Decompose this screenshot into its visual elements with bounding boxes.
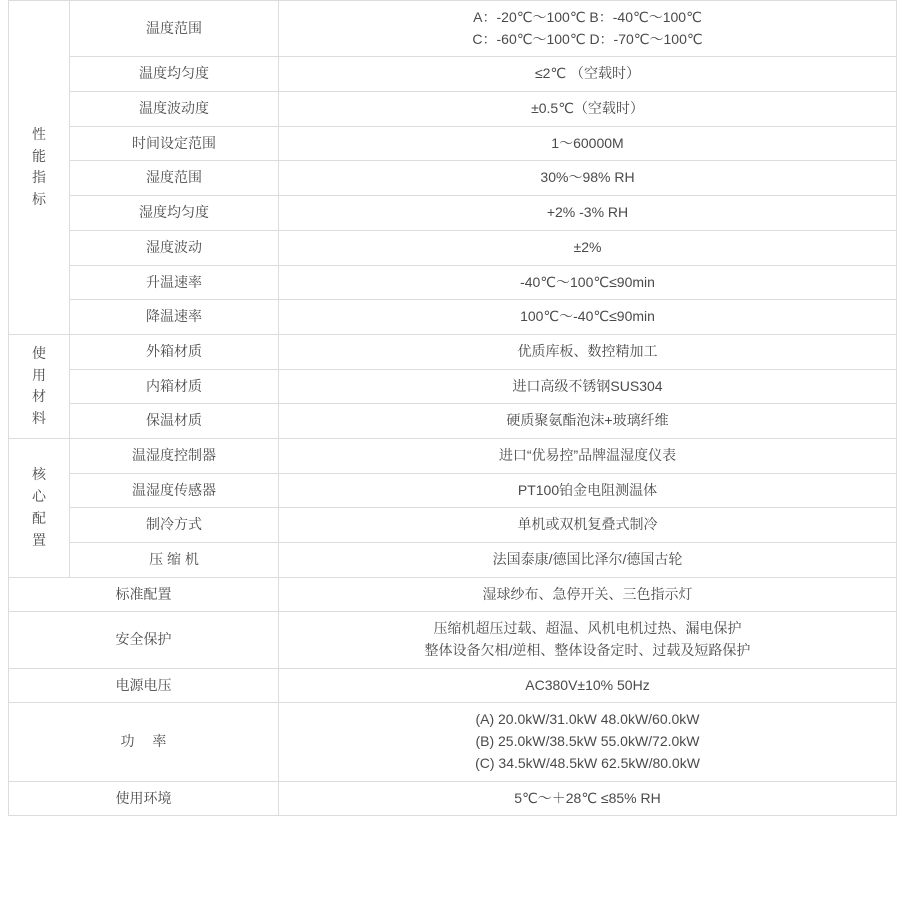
row-value [279,612,897,668]
row-label: 压 缩 机 [70,543,279,578]
value-line: 100℃～-40℃≤90min [520,308,655,325]
table-row [9,577,897,612]
row-label: 电源电压 [9,668,279,703]
value-line: 法国泰康/德国比泽尔/德国古轮 [492,551,683,567]
value-line: 整体设备欠相/逆相、整体设备定时、过载及短路保护 [424,642,751,659]
group-cell-performance [9,1,70,335]
table-row [9,92,897,127]
table-body [9,1,897,816]
value-line: +2% -3% RH [546,204,629,221]
value-line: ≤2℃ （空载时） [534,65,641,82]
row-label: 制冷方式 [70,508,279,543]
row-value [279,543,897,578]
table-row [9,668,897,703]
row-label: 使用环境 [9,781,279,816]
row-value [279,781,897,816]
value-line: ±0.5℃（空载时） [531,100,644,117]
table-row [9,369,897,404]
value-line: (C) 34.5kW/48.5kW 62.5kW/80.0kW [475,754,700,771]
value-line: 优质库板、数控精加工 [517,342,658,359]
table-row [9,543,897,578]
table-row [9,334,897,369]
row-value [279,438,897,473]
row-value [279,668,897,703]
value-line: (B) 25.0kW/38.5kW 55.0kW/72.0kW [475,733,700,750]
value-line: 湿球纱布、急停开关、三色指示灯 [482,585,693,602]
value-line: ±2% [573,238,602,255]
row-value [279,473,897,508]
row-value [279,196,897,231]
value-line: 1～60000M [551,134,624,151]
table-row [9,126,897,161]
row-label: 内箱材质 [70,369,279,404]
row-label: 湿度均匀度 [70,196,279,231]
value-line: 进口高级不锈钢SUS304 [512,377,663,394]
value-line: PT100铂金电阻测温体 [517,481,658,498]
row-label: 功 率 [9,703,279,781]
row-value [279,126,897,161]
row-value [279,265,897,300]
row-value [279,57,897,92]
row-label: 保温材质 [70,404,279,439]
group-label-core: 核心配置 [32,466,46,548]
row-label: 标准配置 [9,577,279,612]
table-row [9,1,897,57]
row-label: 湿度范围 [70,161,279,196]
value-line: 压缩机超压过载、超温、风机电机过热、漏电保护 [433,620,742,637]
group-cell-core [9,438,70,577]
value-line: AC380V±10% 50Hz [525,676,650,693]
value-line: -40℃～100℃≤90min [520,273,655,290]
specification-table [8,0,897,816]
table-row [9,57,897,92]
row-label: 温度波动度 [70,92,279,127]
row-label: 温湿度传感器 [70,473,279,508]
value-line: (A) 20.0kW/31.0kW 48.0kW/60.0kW [475,711,700,728]
row-label: 升温速率 [70,265,279,300]
table-row [9,230,897,265]
table-row [9,612,897,668]
row-value [279,369,897,404]
row-label: 温湿度控制器 [70,438,279,473]
row-value [279,230,897,265]
value-line: 进口“优易控”品牌温湿度仪表 [498,446,677,463]
row-label: 外箱材质 [70,334,279,369]
table-row [9,508,897,543]
table-row [9,300,897,335]
row-label: 时间设定范围 [70,126,279,161]
table-row [9,404,897,439]
row-value [279,508,897,543]
table-row [9,438,897,473]
row-label: 温度均匀度 [70,57,279,92]
row-value [279,703,897,781]
table-row [9,473,897,508]
row-value [279,1,897,57]
value-line: A：-20℃～100℃ B：-40℃～100℃ [473,9,702,25]
row-value [279,92,897,127]
row-value [279,404,897,439]
group-label-materials: 使用材料 [32,345,46,427]
row-label: 温度范围 [70,1,279,57]
value-line: 硬质聚氨酯泡沫+玻璃纤维 [506,412,669,429]
table-row [9,161,897,196]
row-label: 安全保护 [9,612,279,668]
group-label-performance: 性能指标 [32,126,46,208]
value-line: 单机或双机复叠式制冷 [517,516,658,533]
row-value [279,161,897,196]
row-value [279,300,897,335]
row-value [279,577,897,612]
row-label: 湿度波动 [70,230,279,265]
table-row [9,703,897,781]
value-line: 30%～98% RH [540,169,635,186]
value-line: 5℃～＋28℃ ≤85% RH [514,789,661,806]
row-label: 降温速率 [70,300,279,335]
value-line: C：-60℃～100℃ D：-70℃～100℃ [472,30,703,47]
table-row [9,781,897,816]
table-row [9,196,897,231]
table-row [9,265,897,300]
row-value [279,334,897,369]
group-cell-materials [9,334,70,438]
